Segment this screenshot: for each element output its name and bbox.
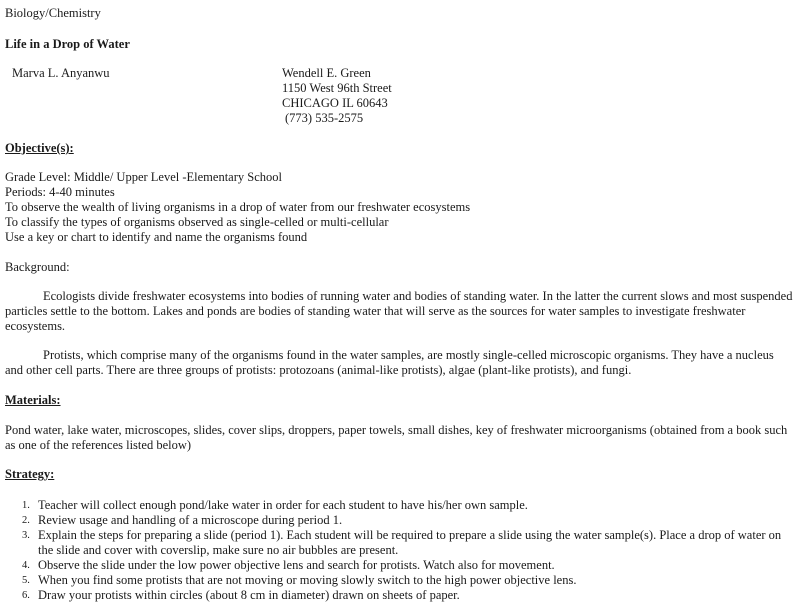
list-item — [22, 513, 792, 528]
step-number: 1. — [22, 500, 30, 511]
school-street: 1150 West 96th Street — [282, 81, 392, 95]
list-item — [22, 498, 792, 513]
list-item — [22, 558, 792, 573]
strategy-heading: Strategy: — [5, 467, 55, 481]
step-text: When you find some protists that are not moving or moving slowly switch to the high power objective lens. — [38, 573, 577, 587]
step-text: Draw your protists within circles (about 8 cm in diameter) drawn on sheets of paper. — [38, 588, 460, 602]
objective-line: Periods: 4-40 minutes — [5, 185, 115, 199]
school-city: CHICAGO IL 60643 — [282, 96, 388, 110]
objective-line: To observe the wealth of living organisms in a drop of water from our freshwater ecosystems — [5, 200, 471, 214]
step-number: 6. — [22, 590, 30, 601]
background-heading: Background: — [5, 260, 70, 274]
objective-line: Grade Level: Middle/ Upper Level -Elementary School — [5, 170, 282, 184]
objective-line: Use a key or chart to identify and name the organisms found — [5, 230, 308, 244]
author-name: Marva L. Anyanwu — [12, 66, 110, 80]
materials-heading: Materials: — [5, 393, 61, 407]
step-number: 5. — [22, 575, 30, 586]
page-title: Life in a Drop of Water — [5, 37, 130, 51]
step-text: Teacher will collect enough pond/lake water in order for each student to have his/her own sample. — [38, 498, 528, 512]
school-name: Wendell E. Green — [282, 66, 371, 80]
step-number: 4. — [22, 560, 30, 571]
objective-line: To classify the types of organisms observed as single-celled or multi-cellular — [5, 215, 389, 229]
step-text: Review usage and handling of a microscope during period 1. — [38, 513, 343, 527]
step-text: Observe the slide under the low power objective lens and search for protists. Watch also for movement. — [38, 558, 555, 572]
step-number: 3. — [22, 530, 30, 541]
subject-label: Biology/Chemistry — [5, 6, 101, 20]
background-paragraph: Ecologists divide freshwater ecosystems into bodies of running water and bodies of standing water. In the latter the current slows and most suspended particles settle to the bottom. Lakes and ponds are bodies of standing water that will serve as the sources for water samples to investigate freshwater ecosystems. — [5, 289, 793, 333]
step-text: Explain the steps for preparing a slide (period 1). Each student will be required to prepare a slide using the water sample(s). Place a drop of water on the slide and cover with coverslip, make sure no air bubbles are present. — [38, 528, 782, 557]
materials-text: Pond water, lake water, microscopes, slides, cover slips, droppers, paper towels, small dishes, key of freshwater microorganisms (obtained from a book such as one of the references listed below) — [5, 423, 788, 452]
step-number: 2. — [22, 515, 30, 526]
strategy-list — [22, 498, 792, 603]
objectives-heading: Objective(s): — [5, 141, 74, 155]
school-phone: (773) 535-2575 — [285, 111, 364, 125]
background-paragraph: Protists, which comprise many of the organisms found in the water samples, are mostly single-celled microscopic organisms. They have a nucleus and other cell parts. There are three groups of protists: protozoans (animal-like protists), algae (plant-like protists), and fungi. — [5, 348, 774, 377]
list-item — [22, 573, 792, 588]
list-item — [22, 588, 792, 603]
list-item — [22, 528, 792, 558]
